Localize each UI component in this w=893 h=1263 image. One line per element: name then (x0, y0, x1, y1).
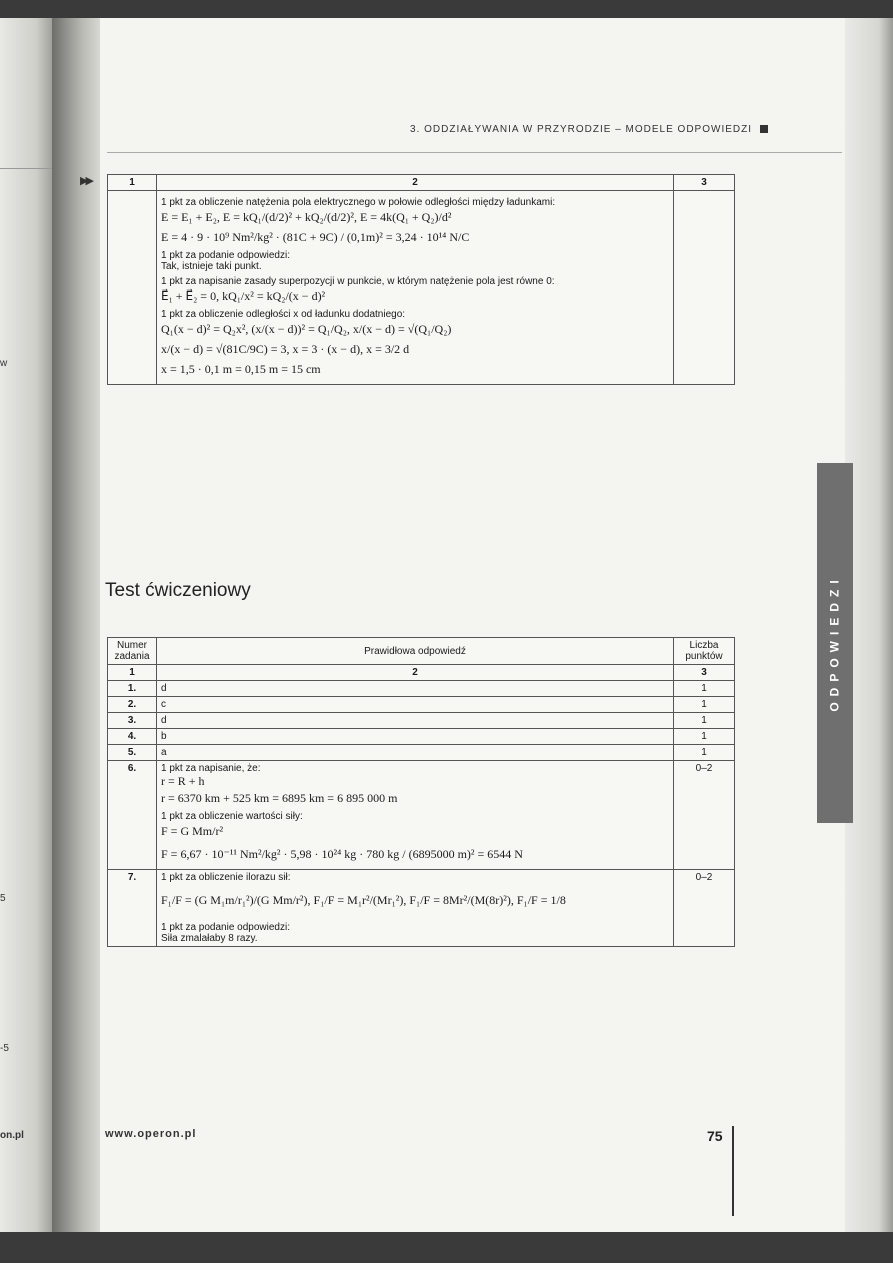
left-fragment: -5 (0, 1043, 9, 1054)
left-fragment: on.pl (0, 1130, 24, 1141)
formula: r = R + h (161, 774, 205, 788)
footer-rule (732, 1126, 734, 1216)
test-answers-table (107, 637, 735, 947)
table-row (108, 713, 735, 729)
header-square-icon (760, 125, 768, 133)
answer: c (157, 697, 674, 713)
task-number: 2. (108, 697, 157, 713)
formula: x = 1,5 · 0,1 m = 0,15 m = 15 cm (161, 362, 321, 376)
formula: r = 6370 km + 525 km = 6895 km = 6 895 000 m (161, 791, 398, 805)
running-header (410, 124, 768, 135)
formula: F = 6,67 · 10⁻¹¹ Nm²/kg² · 5,98 · 10²⁴ kg · 780 kg / (6895000 m)² = 6544 N (161, 847, 523, 861)
points: 1 (674, 681, 735, 697)
solution-cell (157, 761, 674, 870)
column-number-row (108, 665, 735, 681)
table-row (108, 761, 735, 870)
column-number-row (108, 175, 735, 191)
scoring-description: 1 pkt za obliczenie wartości siły: (161, 811, 303, 822)
answers-table-continued (107, 174, 735, 385)
table-header-row (108, 638, 735, 665)
answer: b (157, 729, 674, 745)
section-title: Test ćwiczeniowy (105, 580, 251, 601)
table-row (108, 729, 735, 745)
header-correct-answer: Prawidłowa odpowiedź (157, 638, 674, 665)
scoring-description: 1 pkt za podanie odpowiedzi: (161, 250, 290, 261)
header-task-number: Numer zadania (108, 638, 157, 665)
scoring-description: 1 pkt za obliczenie natężenia pola elektrycznego w połowie odległości między ładunkami: (161, 197, 556, 208)
formula: F₁/F = (G M₁m/r₁²)/(G Mm/r²), F₁/F = M₁r²/(Mr₁²), F₁/F = 8Mr²/(M(8r)²), F₁/F = 1/8 (161, 893, 566, 907)
cell-empty (108, 191, 157, 385)
formula: F = G Mm/r² (161, 824, 224, 838)
col-number: 2 (157, 175, 674, 191)
task-number: 6. (108, 761, 157, 870)
adjacent-page-fragment (0, 18, 60, 1232)
points: 1 (674, 697, 735, 713)
scoring-description: 1 pkt za napisanie zasady superpozycji w punkcie, w którym natężenie pola jest równe 0: (161, 276, 555, 287)
solution-cell (157, 191, 674, 385)
header-rule (107, 152, 842, 153)
table-row (108, 681, 735, 697)
points: 1 (674, 713, 735, 729)
left-fragment: w (0, 358, 8, 369)
table-row (108, 745, 735, 761)
answer-text: Tak, istnieje taki punkt. (161, 261, 262, 272)
scoring-description: 1 pkt za obliczenie odległości x od ładunku dodatniego: (161, 309, 406, 320)
task-number: 7. (108, 870, 157, 947)
col-number: 1 (108, 665, 157, 681)
table-row (108, 870, 735, 947)
answer: a (157, 745, 674, 761)
continuation-arrow-icon: ▶▶ (80, 175, 91, 187)
page-rule (0, 168, 60, 169)
points: 1 (674, 745, 735, 761)
answer: d (157, 681, 674, 697)
left-fragment: 5 (0, 893, 6, 904)
formula: x/(x − d) = √(81C/9C) = 3, x = 3 · (x − d), x = 3/2 d (161, 342, 410, 356)
answer-text: Siła zmalałaby 8 razy. (161, 933, 258, 944)
formula: Q₁(x − d)² = Q₂x², (x/(x − d))² = Q₁/Q₂, x/(x − d) = √(Q₁/Q₂) (161, 322, 452, 336)
col-number: 3 (674, 665, 735, 681)
task-number: 1. (108, 681, 157, 697)
header-points: Liczba punktów (674, 638, 735, 665)
task-number: 5. (108, 745, 157, 761)
side-tab (817, 463, 853, 823)
points: 0–2 (674, 870, 735, 947)
table-row (108, 191, 735, 385)
points: 0–2 (674, 761, 735, 870)
table-row (108, 697, 735, 713)
task-number: 3. (108, 713, 157, 729)
page-number: 75 (707, 1128, 723, 1144)
formula: E = E₁ + E₂, E = kQ₁/(d/2)² + kQ₂/(d/2)², E = 4k(Q₁ + Q₂)/d² (161, 210, 452, 224)
col-number: 1 (108, 175, 157, 191)
scoring-description: 1 pkt za obliczenie ilorazu sił: (161, 872, 291, 883)
side-tab-label: ODPOWIEDZI (828, 574, 842, 712)
running-title: 3. ODDZIAŁYWANIA W PRZYRODZIE – MODELE ODPOWIEDZI (410, 124, 752, 135)
cell-empty (674, 191, 735, 385)
scoring-description: 1 pkt za napisanie, że: (161, 763, 261, 774)
formula: E = 4 · 9 · 10⁹ Nm²/kg² · (81C + 9C) / (0,1m)² = 3,24 · 10¹⁴ N/C (161, 230, 470, 244)
points: 1 (674, 729, 735, 745)
task-number: 4. (108, 729, 157, 745)
scan-border-top (0, 0, 893, 18)
scan-border-bottom (0, 1232, 893, 1263)
scoring-description: 1 pkt za podanie odpowiedzi: (161, 922, 290, 933)
answer: d (157, 713, 674, 729)
footer-url: www.operon.pl (105, 1128, 197, 1140)
solution-cell (157, 870, 674, 947)
formula: E⃗₁ + E⃗₂ = 0, kQ₁/x² = kQ₂/(x − d)² (161, 289, 326, 303)
col-number: 3 (674, 175, 735, 191)
col-number: 2 (157, 665, 674, 681)
